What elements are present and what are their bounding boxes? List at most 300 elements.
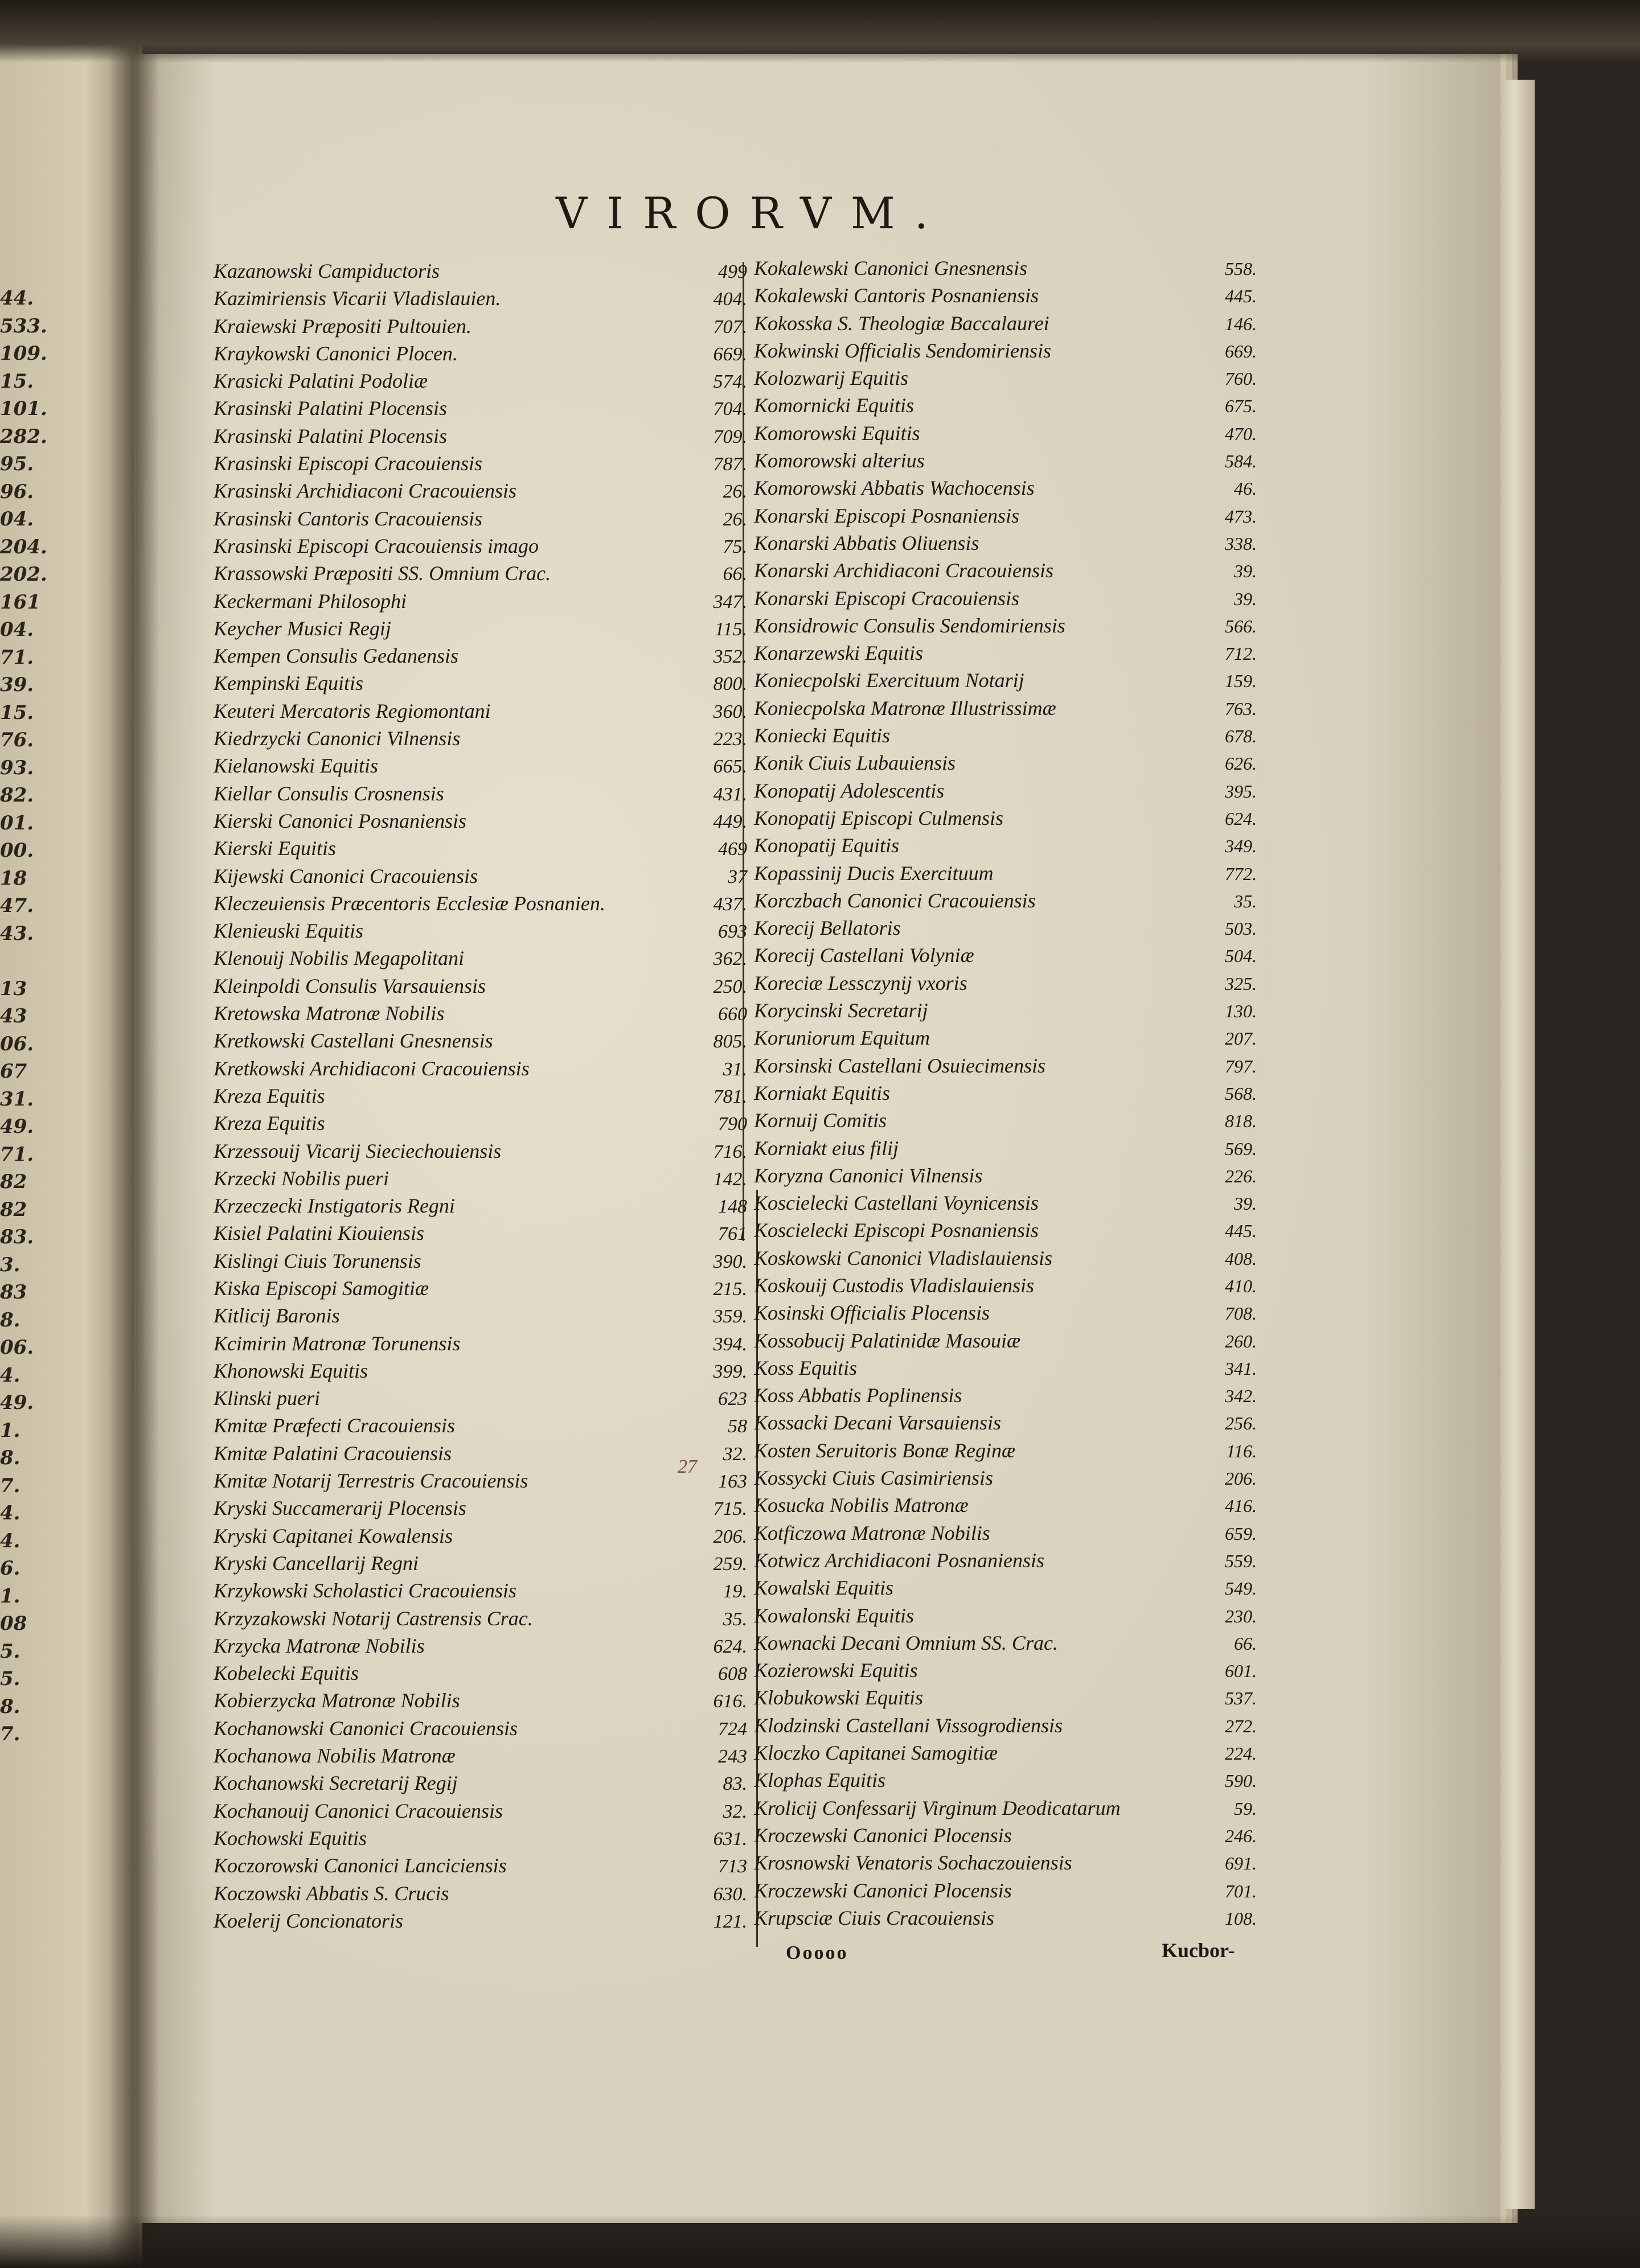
entry-page-number: 437. xyxy=(713,893,747,915)
entry-page-number: 226. xyxy=(1225,1165,1257,1186)
entry-name: Krzykowski Scholastici Cracouiensis xyxy=(214,1579,516,1603)
index-entry xyxy=(741,833,1257,861)
page-fore-edges xyxy=(1500,80,1535,2209)
facing-page-number: 282. xyxy=(0,425,47,448)
entry-name: Keckermani Philosophi xyxy=(214,589,407,613)
entry-page-number: 623 xyxy=(718,1388,747,1410)
entry-name: Kraiewski Præpositi Pultouien. xyxy=(214,314,472,338)
entry-name: Kroczewski Canonici Plocensis xyxy=(754,1823,1012,1847)
index-entry xyxy=(214,507,752,534)
facing-page-number: 04. xyxy=(0,508,34,531)
index-entry xyxy=(741,1548,1257,1576)
index-entry xyxy=(741,1081,1257,1108)
entry-page-number: 704. xyxy=(713,398,747,420)
entry-page-number: 701. xyxy=(1225,1880,1257,1901)
entry-name: Kretkowski Archidiaconi Cracouiensis xyxy=(214,1057,530,1080)
entry-page-number: 473. xyxy=(1225,506,1257,527)
entry-page-number: 503. xyxy=(1225,918,1257,939)
entry-name: Kobelecki Equitis xyxy=(214,1662,359,1685)
facing-page-number: 4. xyxy=(0,1529,20,1552)
index-entry xyxy=(214,1496,752,1523)
index-entry xyxy=(741,1604,1257,1631)
index-entry xyxy=(214,1249,752,1276)
entry-name: Kotficzowa Matronæ Nobilis xyxy=(754,1521,990,1544)
index-entry xyxy=(214,1221,752,1248)
entry-name: Kazanowski Campiductoris xyxy=(214,260,440,282)
catchword: Kucbor- xyxy=(1162,1939,1235,1962)
facing-page-number: 204. xyxy=(0,535,47,558)
entry-page-number: 66. xyxy=(1234,1633,1257,1654)
index-entry xyxy=(741,1466,1257,1493)
entry-page-number: 797. xyxy=(1225,1055,1257,1077)
entry-name: Kochanowski Secretarij Regij xyxy=(214,1772,458,1795)
index-entry xyxy=(214,369,752,396)
entry-page-number: 665. xyxy=(713,756,747,778)
entry-page-number: 256. xyxy=(1225,1413,1257,1434)
index-entry xyxy=(214,396,752,424)
entry-page-number: 590. xyxy=(1225,1770,1257,1792)
entry-page-number: 675. xyxy=(1225,396,1257,417)
entry-name: Koniecpolska Matronæ Illustrissimæ xyxy=(754,696,1056,720)
book-cover-top xyxy=(0,0,1640,63)
entry-name: Kochanouij Canonici Cracouiensis xyxy=(214,1799,503,1822)
index-entry xyxy=(741,1164,1257,1191)
handwritten-correction: 27 xyxy=(678,1456,697,1477)
index-entry xyxy=(214,809,752,836)
entry-name: Konik Ciuis Lubauiensis xyxy=(754,751,956,775)
index-entry xyxy=(741,476,1257,503)
entry-name: Kossycki Ciuis Casimiriensis xyxy=(754,1466,994,1490)
entry-page-number: 781. xyxy=(713,1086,747,1107)
index-entry xyxy=(741,1879,1257,1906)
entry-page-number: 215. xyxy=(713,1278,747,1300)
entry-page-number: 246. xyxy=(1225,1825,1257,1846)
facing-page-number: 06. xyxy=(0,1336,34,1359)
entry-name: Koskouij Custodis Vladislauiensis xyxy=(754,1273,1035,1297)
entry-page-number: 772. xyxy=(1225,863,1257,884)
entry-name: Konarski Episcopi Posnaniensis xyxy=(754,504,1019,527)
facing-page-number: 96. xyxy=(0,480,34,503)
facing-page-number xyxy=(0,947,51,975)
facing-page-number: 15. xyxy=(0,369,34,393)
entry-page-number: 142. xyxy=(713,1168,747,1190)
entry-name: Krzecki Nobilis pueri xyxy=(214,1166,389,1190)
entry-page-number: 35. xyxy=(1234,890,1257,911)
index-entry xyxy=(214,864,752,891)
entry-name: Kiedrzycki Canonici Vilnensis xyxy=(214,727,461,750)
entry-page-number: 83. xyxy=(723,1773,747,1795)
entry-page-number: 707. xyxy=(713,316,747,338)
entry-page-number: 408. xyxy=(1225,1248,1257,1269)
entry-page-number: 568. xyxy=(1225,1083,1257,1104)
entry-page-number: 410. xyxy=(1225,1275,1257,1296)
index-entry xyxy=(741,751,1257,778)
index-entry xyxy=(741,1823,1257,1851)
entry-page-number: 712. xyxy=(1225,643,1257,664)
entry-name: Komornicki Equitis xyxy=(754,394,914,417)
index-entry xyxy=(741,1246,1257,1273)
entry-name: Khonowski Equitis xyxy=(214,1359,368,1382)
facing-page-number: 06. xyxy=(0,1032,34,1055)
index-entry xyxy=(214,1386,752,1414)
index-entry xyxy=(741,971,1257,999)
entry-name: Konopatij Adolescentis xyxy=(754,779,945,802)
entry-name: Krosnowski Venatoris Sochaczouiensis xyxy=(754,1851,1072,1875)
entry-name: Komorowski Equitis xyxy=(754,421,920,445)
index-entry xyxy=(214,1771,752,1798)
entry-name: Kmitæ Notarij Terrestris Cracouiensis xyxy=(214,1469,528,1493)
entry-page-number: 46. xyxy=(1234,478,1257,499)
index-entry xyxy=(741,1851,1257,1878)
index-entry xyxy=(741,724,1257,751)
entry-name: Klenieuski Equitis xyxy=(214,919,363,943)
entry-page-number: 499 xyxy=(718,261,747,282)
entry-name: Klobukowski Equitis xyxy=(754,1686,923,1710)
entry-name: Korecij Bellatoris xyxy=(754,917,901,940)
facing-page-number: 8. xyxy=(0,1447,20,1469)
bottom-shadow xyxy=(0,2214,1640,2268)
index-entry xyxy=(741,1026,1257,1053)
entry-name: Kossobucij Palatinidæ Masouiæ xyxy=(754,1329,1021,1352)
entry-page-number: 37 xyxy=(728,866,747,888)
entry-page-number: 58 xyxy=(728,1416,747,1437)
entry-page-number: 584. xyxy=(1225,451,1257,472)
entry-name: Korniakt Equitis xyxy=(754,1081,891,1104)
index-entry xyxy=(741,1383,1257,1411)
entry-page-number: 624. xyxy=(1225,808,1257,829)
index-entry xyxy=(741,586,1257,614)
facing-page-number: 109. xyxy=(0,342,47,365)
entry-name: Korecij Castellani Volyniæ xyxy=(754,944,974,967)
index-entry xyxy=(741,614,1257,641)
entry-page-number: 504. xyxy=(1225,946,1257,967)
entry-page-number: 338. xyxy=(1225,533,1257,554)
entry-name: Koss Equitis xyxy=(754,1356,858,1379)
entry-name: Korniakt eius filij xyxy=(754,1136,899,1160)
index-entry xyxy=(214,1139,752,1166)
index-entry xyxy=(214,891,752,919)
entry-name: Krupsciæ Ciuis Cracouiensis xyxy=(754,1906,995,1929)
entry-page-number: 626. xyxy=(1225,753,1257,774)
entry-name: Kobierzycka Matronæ Nobilis xyxy=(214,1689,460,1712)
index-entry xyxy=(214,1111,752,1139)
entry-page-number: 624. xyxy=(713,1636,747,1657)
entry-name: Kossacki Decani Varsauiensis xyxy=(754,1411,1001,1435)
index-entry xyxy=(741,1136,1257,1164)
index-entry xyxy=(741,421,1257,449)
entry-page-number: 148 xyxy=(718,1196,747,1218)
entry-name: Konsidrowic Consulis Sendomiriensis xyxy=(754,614,1065,637)
index-entry xyxy=(214,479,752,506)
facing-page-number: 7. xyxy=(0,1723,20,1745)
index-entry xyxy=(741,1329,1257,1356)
index-entry xyxy=(741,943,1257,971)
facing-page-number: 82 xyxy=(0,1170,27,1193)
index-entry xyxy=(214,1854,752,1881)
index-entry xyxy=(214,836,752,864)
entry-name: Korczbach Canonici Cracouiensis xyxy=(754,889,1036,912)
facing-page-number: 83. xyxy=(0,1226,34,1248)
facing-page-number: 67 xyxy=(0,1060,27,1083)
entry-page-number: 601. xyxy=(1225,1661,1257,1682)
facing-page-number: 1. xyxy=(0,1419,20,1442)
facing-page-number: 49. xyxy=(0,1115,34,1138)
index-entry xyxy=(741,696,1257,724)
index-entry xyxy=(741,1493,1257,1521)
entry-page-number: 362. xyxy=(713,948,747,970)
entry-name: Kmitæ Palatini Cracouiensis xyxy=(214,1441,452,1465)
entry-page-number: 347. xyxy=(713,591,747,613)
entry-name: Klophas Equitis xyxy=(754,1769,886,1792)
index-entry xyxy=(741,1658,1257,1686)
entry-page-number: 59. xyxy=(1234,1798,1257,1819)
entry-name: Koniecpolski Exercituum Notarij xyxy=(754,669,1024,692)
index-entry xyxy=(214,946,752,973)
index-entry xyxy=(741,1356,1257,1383)
index-entry xyxy=(741,1439,1257,1466)
index-entry xyxy=(214,1414,752,1441)
entry-name: Konarski Episcopi Cracouiensis xyxy=(754,586,1019,610)
entry-name: Krzeczecki Instigatoris Regni xyxy=(214,1194,455,1218)
entry-page-number: 31. xyxy=(723,1058,747,1080)
entry-name: Kosinski Officialis Plocensis xyxy=(754,1301,990,1325)
entry-page-number: 75. xyxy=(723,536,747,557)
entry-page-number: 108. xyxy=(1225,1908,1257,1929)
entry-page-number: 630. xyxy=(713,1883,747,1905)
index-entry xyxy=(214,1194,752,1221)
entry-name: Koscielecki Castellani Voynicensis xyxy=(754,1191,1039,1215)
entry-name: Komorowski Abbatis Wachocensis xyxy=(754,476,1035,500)
entry-page-number: 207. xyxy=(1225,1028,1257,1049)
index-entry xyxy=(741,1631,1257,1658)
entry-page-number: 691. xyxy=(1225,1853,1257,1874)
entry-name: Kokwinski Officialis Sendomiriensis xyxy=(754,339,1051,362)
entry-name: Kempinski Equitis xyxy=(214,672,363,695)
entry-page-number: 404. xyxy=(713,289,747,310)
index-entry xyxy=(214,699,752,726)
index-entry xyxy=(741,916,1257,943)
facing-page-number: 44. xyxy=(0,287,34,310)
entry-name: Kochowski Equitis xyxy=(214,1826,367,1850)
entry-page-number: 39. xyxy=(1234,561,1257,582)
facing-page-number: 01. xyxy=(0,811,34,835)
index-entry xyxy=(214,644,752,671)
entry-name: Kazimiriensis Vicarii Vladislauien. xyxy=(214,287,501,310)
entry-name: Konarski Archidiaconi Cracouiensis xyxy=(754,559,1053,582)
entry-page-number: 394. xyxy=(713,1333,747,1355)
entry-name: Kryski Cancellarij Regni xyxy=(214,1551,419,1575)
entry-page-number: 416. xyxy=(1225,1495,1257,1517)
facing-page-number: 15. xyxy=(0,701,34,724)
entry-page-number: 790 xyxy=(718,1114,747,1135)
entry-name: Konarski Abbatis Oliuensis xyxy=(754,531,979,554)
entry-name: Krasinski Palatini Plocensis xyxy=(214,397,447,420)
index-entry xyxy=(741,641,1257,668)
entry-name: Konarzewski Equitis xyxy=(754,642,924,665)
index-entry xyxy=(214,1579,752,1606)
facing-page-fragment xyxy=(0,285,51,1748)
entry-name: Krzessouij Vicarij Sieciechouiensis xyxy=(214,1139,502,1162)
entry-name: Koss Abbatis Poplinensis xyxy=(754,1384,962,1407)
index-entry xyxy=(214,1084,752,1111)
entry-name: Kmitæ Præfecti Cracouiensis xyxy=(214,1414,456,1437)
entry-page-number: 549. xyxy=(1225,1578,1257,1599)
index-entry xyxy=(741,1796,1257,1823)
index-entry xyxy=(214,1332,752,1359)
facing-page-number: 82 xyxy=(0,1198,27,1221)
entry-page-number: 146. xyxy=(1225,313,1257,334)
entry-page-number: 163 xyxy=(718,1471,747,1493)
facing-page-number: 31. xyxy=(0,1087,34,1111)
entry-page-number: 760. xyxy=(1225,368,1257,389)
page-title: VIRORVM. xyxy=(556,188,948,239)
entry-name: Krasinski Palatini Plocensis xyxy=(214,424,447,447)
entry-name: Komorowski alterius xyxy=(754,449,925,472)
index-entry xyxy=(214,1276,752,1304)
index-entry xyxy=(741,531,1257,558)
entry-page-number: 669. xyxy=(713,343,747,365)
facing-page-number: 71. xyxy=(0,646,34,669)
entry-name: Konopatij Equitis xyxy=(754,834,900,857)
index-entry xyxy=(214,919,752,946)
entry-page-number: 360. xyxy=(713,701,747,722)
entry-name: Krasinski Archidiaconi Cracouiensis xyxy=(214,479,517,503)
book-gutter xyxy=(108,0,159,2268)
facing-page-number: 49. xyxy=(0,1391,34,1414)
entry-page-number: 445. xyxy=(1225,286,1257,307)
entry-page-number: 32. xyxy=(723,1801,747,1822)
index-entry xyxy=(741,284,1257,311)
entry-page-number: 39. xyxy=(1234,588,1257,609)
entry-name: Kijewski Canonici Cracouiensis xyxy=(214,864,478,888)
entry-name: Kornuij Comitis xyxy=(754,1109,887,1132)
index-entry xyxy=(741,779,1257,806)
index-entry xyxy=(214,1029,752,1056)
entry-page-number: 616. xyxy=(713,1691,747,1712)
entry-name: Kokalewski Cantoris Posnaniensis xyxy=(754,284,1039,307)
index-entry xyxy=(214,561,752,589)
entry-page-number: 660 xyxy=(718,1004,747,1025)
index-entry xyxy=(741,558,1257,586)
entry-page-number: 206. xyxy=(713,1526,747,1547)
entry-name: Keycher Musici Regij xyxy=(214,617,391,640)
facing-page-number: 6. xyxy=(0,1557,20,1580)
index-entry xyxy=(741,339,1257,366)
index-entry xyxy=(214,314,752,342)
facing-page-number: 47. xyxy=(0,894,34,917)
entry-name: Konopatij Episcopi Culmensis xyxy=(754,806,1004,829)
entry-name: Kryski Succamerarij Plocensis xyxy=(214,1497,466,1520)
entry-name: Kroczewski Canonici Plocensis xyxy=(754,1879,1012,1902)
entry-name: Koskowski Canonici Vladislauiensis xyxy=(754,1246,1053,1269)
index-entry xyxy=(214,1057,752,1084)
entry-page-number: 763. xyxy=(1225,698,1257,719)
signature-mark: Ooooo xyxy=(786,1942,848,1963)
entry-page-number: 32. xyxy=(723,1443,747,1465)
facing-page-number: 202. xyxy=(0,563,47,586)
facing-page-number: 161 xyxy=(0,590,40,614)
index-entry xyxy=(741,1576,1257,1603)
entry-name: Klinski pueri xyxy=(214,1387,320,1410)
index-entry xyxy=(214,1441,752,1469)
entry-page-number: 537. xyxy=(1225,1688,1257,1709)
entry-page-number: 399. xyxy=(713,1361,747,1382)
index-entry xyxy=(741,668,1257,696)
index-entry xyxy=(741,504,1257,531)
entry-name: Krasicki Palatini Podoliæ xyxy=(214,369,428,393)
entry-page-number: 341. xyxy=(1225,1358,1257,1379)
entry-name: Kraykowski Canonici Plocen. xyxy=(214,342,458,365)
entry-page-number: 259. xyxy=(713,1553,747,1575)
index-entry xyxy=(741,1054,1257,1081)
entry-page-number: 159. xyxy=(1225,671,1257,692)
entry-page-number: 708. xyxy=(1225,1303,1257,1324)
entry-name: Kleinpoldi Consulis Varsauiensis xyxy=(214,974,486,997)
entry-name: Krasinski Episcopi Cracouiensis imago xyxy=(214,534,539,557)
facing-page-number: 43 xyxy=(0,1005,27,1028)
entry-page-number: 223. xyxy=(713,729,747,750)
facing-page-number: 95. xyxy=(0,453,34,475)
facing-page-number: 5. xyxy=(0,1640,20,1663)
entry-name: Koryzna Canonici Vilnensis xyxy=(754,1164,983,1187)
facing-page-number: 3. xyxy=(0,1253,20,1276)
entry-page-number: 818. xyxy=(1225,1111,1257,1132)
index-entry xyxy=(214,754,752,781)
entry-page-number: 243 xyxy=(718,1746,747,1768)
facing-page-number: 13 xyxy=(0,977,27,1000)
entry-page-number: 669. xyxy=(1225,340,1257,361)
index-entry xyxy=(214,259,752,286)
index-entry xyxy=(214,1304,752,1331)
entry-name: Kretkowski Castellani Gnesnensis xyxy=(214,1029,493,1053)
entry-page-number: 693 xyxy=(718,921,747,943)
entry-page-number: 359. xyxy=(713,1306,747,1328)
entry-page-number: 715. xyxy=(713,1498,747,1520)
entry-page-number: 559. xyxy=(1225,1550,1257,1571)
entry-page-number: 325. xyxy=(1225,973,1257,994)
entry-page-number: 608 xyxy=(718,1663,747,1685)
index-entry xyxy=(214,1799,752,1826)
entry-name: Kiska Episcopi Samogitiæ xyxy=(214,1276,429,1300)
entry-name: Krasinski Episcopi Cracouiensis xyxy=(214,452,483,475)
index-entry xyxy=(741,449,1257,476)
index-entry xyxy=(741,1741,1257,1768)
index-entry xyxy=(214,671,752,699)
entry-page-number: 709. xyxy=(713,426,747,447)
facing-page-number: 8. xyxy=(0,1308,20,1332)
entry-name: Kreza Equitis xyxy=(214,1084,325,1107)
entry-name: Kopassinij Ducis Exercituum xyxy=(754,861,994,885)
entry-page-number: 787. xyxy=(713,454,747,475)
index-entry xyxy=(741,1108,1257,1136)
entry-page-number: 431. xyxy=(713,783,747,805)
index-entry xyxy=(741,366,1257,393)
entry-page-number: 19. xyxy=(723,1581,747,1603)
entry-name: Kokalewski Canonici Gnesnensis xyxy=(754,257,1027,280)
entry-name: Korsinski Castellani Osuiecimensis xyxy=(754,1054,1046,1077)
index-entry xyxy=(214,589,752,617)
entry-name: Kozierowski Equitis xyxy=(754,1659,918,1682)
facing-page-number: 00. xyxy=(0,839,34,862)
index-entry xyxy=(741,1301,1257,1328)
entry-page-number: 574. xyxy=(713,371,747,393)
entry-name: Kretowska Matronæ Nobilis xyxy=(214,1002,445,1025)
entry-name: Kokosska S. Theologiæ Baccalaurei xyxy=(754,311,1049,335)
entry-name: Kcimirin Matronæ Torunensis xyxy=(214,1332,461,1355)
facing-page-number: 82. xyxy=(0,784,34,807)
entry-name: Kiellar Consulis Crosnensis xyxy=(214,782,444,805)
entry-name: Krolicij Confessarij Virginum Deodicatarum xyxy=(754,1796,1121,1819)
